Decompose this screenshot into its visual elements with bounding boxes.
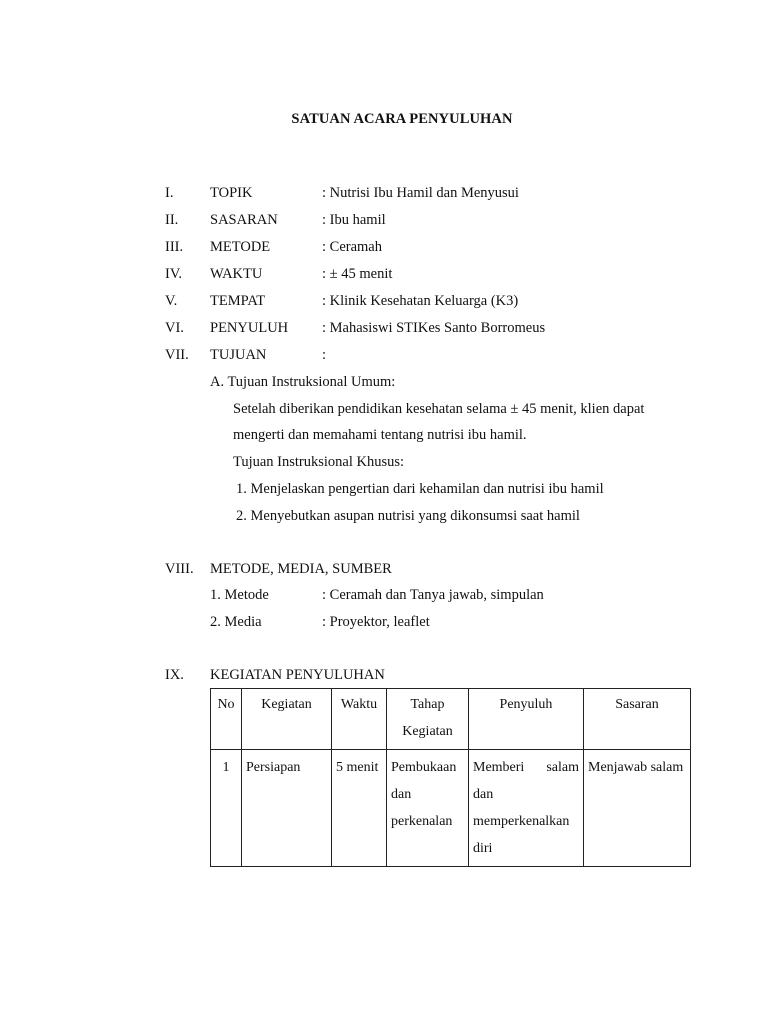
item-number: IX.	[165, 667, 184, 683]
header-penyuluh: Penyuluh	[469, 689, 584, 750]
item-number: IV.	[165, 266, 183, 282]
item-label: SASARAN	[210, 212, 278, 228]
item-value: : Ibu hamil	[322, 212, 386, 228]
header-waktu: Waktu	[332, 689, 387, 750]
item-number: VII.	[165, 347, 189, 363]
header-kegiatan: Kegiatan	[242, 689, 332, 750]
item-label: METODE	[210, 239, 271, 255]
item-number: VI.	[165, 320, 184, 336]
cell-waktu: 5 menit	[332, 750, 387, 867]
item-number: III.	[165, 239, 184, 255]
item-label: TOPIK	[210, 185, 253, 201]
document-title: SATUAN ACARA PENYULUHAN	[291, 111, 513, 127]
item-value: : Klinik Kesehatan Keluarga (K3)	[322, 293, 519, 309]
item-label: PENYULUH	[210, 320, 289, 336]
header-sasaran: Sasaran	[584, 689, 691, 750]
cell-penyuluh: Memberi salam dan memperkenalkan diri	[469, 750, 584, 867]
item-label: TEMPAT	[210, 293, 266, 309]
item-value: :	[322, 347, 327, 363]
kegiatan-table	[210, 688, 691, 867]
item-value: : Ceramah	[322, 239, 382, 255]
table-row	[211, 750, 691, 867]
item-label: METODE, MEDIA, SUMBER	[210, 561, 392, 577]
cell-tahap: Pembukaan dan perkenalan	[387, 750, 469, 867]
item-label: WAKTU	[210, 266, 263, 282]
cell-no: 1	[211, 750, 242, 867]
header-no: No	[211, 689, 242, 750]
item-value: : Mahasiswi STIKes Santo Borromeus	[322, 320, 546, 336]
item-value: : ± 45 menit	[322, 266, 393, 282]
table-header-row	[211, 689, 691, 750]
cell-sasaran: Menjawab salam	[584, 750, 691, 867]
item-number: II.	[165, 212, 179, 228]
item-value: : Nutrisi Ibu Hamil dan Menyusui	[322, 185, 519, 201]
item-label: TUJUAN	[210, 347, 267, 363]
document-page: SATUAN ACARA PENYULUHAN I. TOPIK : Nutrisi Ibu Hamil dan Menyusui II. SASARAN : Ibu hamil III. METODE : Ceramah IV. WAKTU : ± 45 menit V. TEMPAT : Klinik Kesehatan Keluarga (K3) VI. PENYULUH : Mahasiswi STIKes Santo Borromeus VII. TUJUAN : A. Tujuan Instruksional Umum: Setelah diberikan pendidikan kesehatan selama ± 45 menit, klien dapat mengerti dan memahami tentang nutrisi ibu hamil. Tujuan Instruksional Khusus: 1. Menjelaskan pengertian dari kehamilan dan nutrisi ibu hamil 2. Menyebutkan asupan nutrisi yang dikonsumsi saat hamil VIII. METODE, MEDIA, SUMBER 1. Metode : Ceramah dan Tanya jawab, simpulan 2. Media : Proyektor, leaflet IX. KEGIATAN PENYULUHAN No Kegiatan Waktu Tahap Kegiatan Penyuluh Sasaran 1 Persiapan 5 menit Pembukaan dan perkenalan Memberi salam dan memperkenalkan diri Menjawab salam	[0, 0, 768, 1024]
item-number: V.	[165, 293, 178, 309]
item-label: KEGIATAN PENYULUHAN	[210, 667, 385, 683]
header-tahap-kegiatan: Tahap Kegiatan	[387, 689, 469, 750]
item-number: I.	[165, 185, 174, 201]
cell-kegiatan: Persiapan	[242, 750, 332, 867]
item-number: VIII.	[165, 561, 194, 577]
